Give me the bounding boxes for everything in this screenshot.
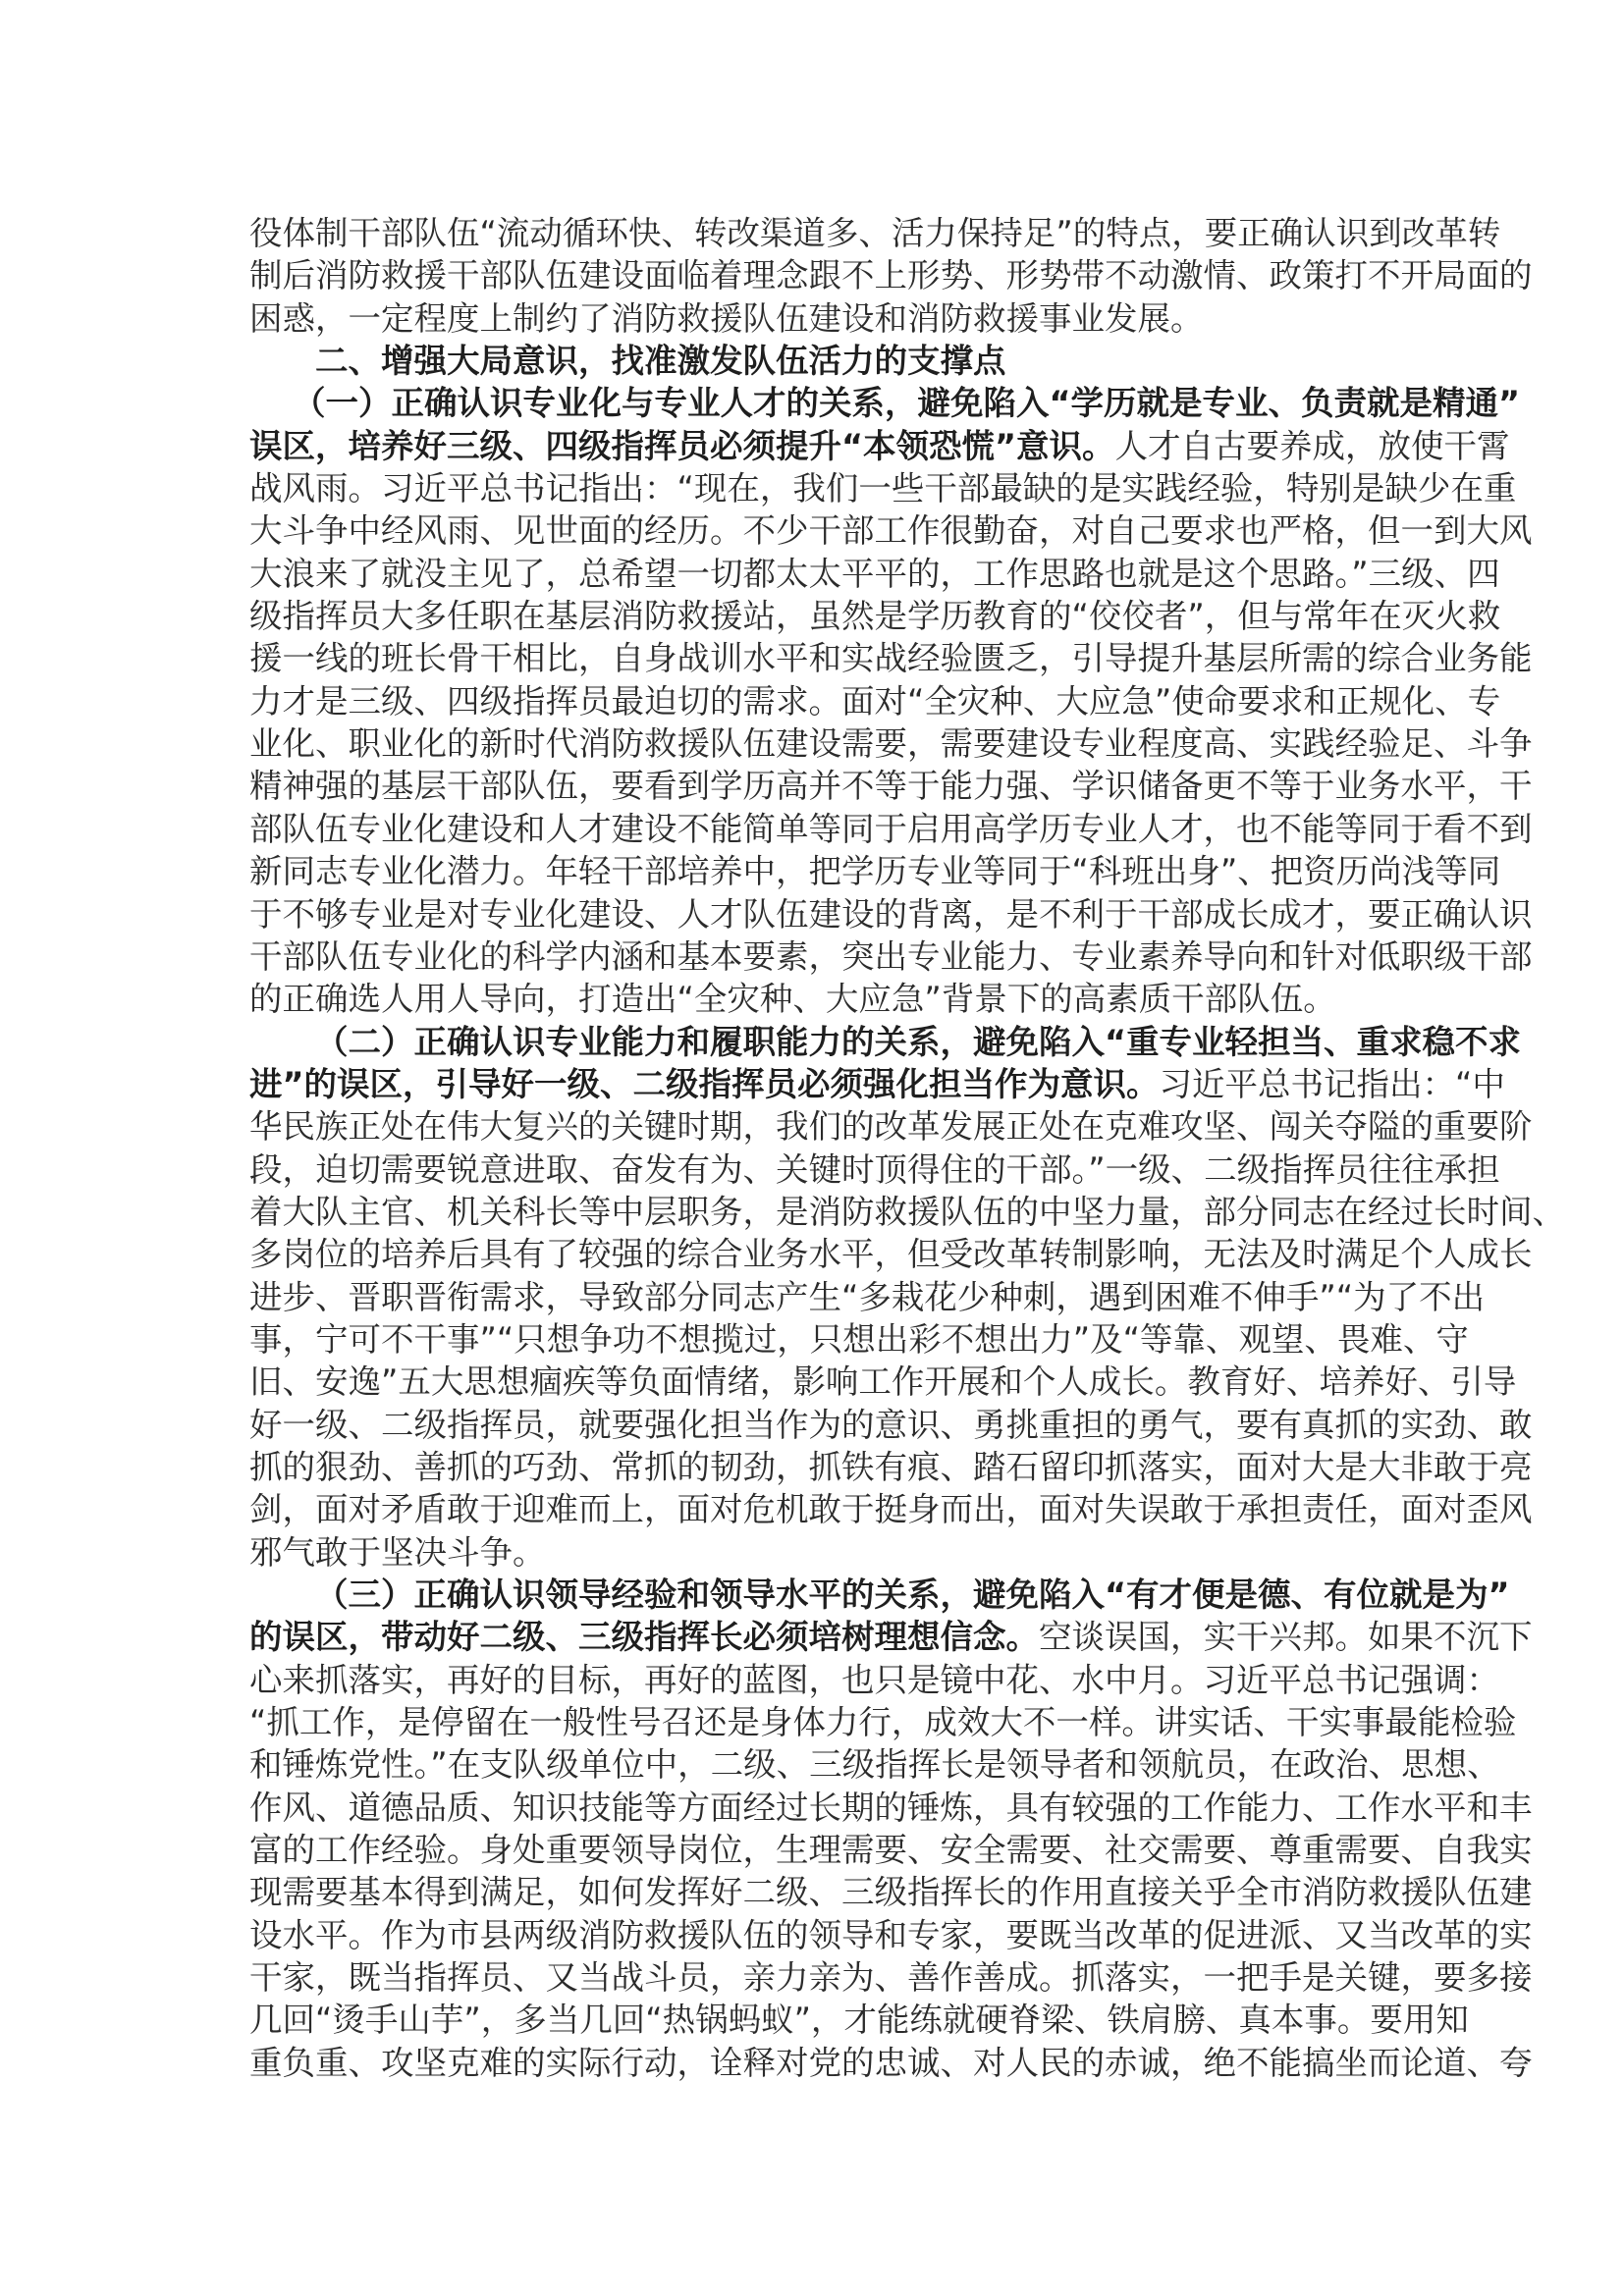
bold-lead-text: （二）正确认识专业能力和履职能力的关系，避免陷入“重专业轻担当、重求稳不求 xyxy=(315,1022,1522,1061)
text-line xyxy=(249,1191,1565,1233)
bold-lead-text: 的误区，带动好二级、三级指挥长必须培树理想信念。 xyxy=(249,1618,1039,1657)
body-text: 战风雨。习近平总书记指出：“现在，我们一些干部最缺的是实践经验，特别是缺少在重 xyxy=(249,469,1517,508)
text-line xyxy=(249,297,1380,340)
text-line xyxy=(249,1276,1486,1318)
paragraph xyxy=(249,1574,1533,2084)
text-line xyxy=(249,893,1533,935)
body-text: 重负重、攻坚克难的实际行动，诠释对党的忠诚、对人民的赤诚，绝不能搞坐而论道、夸 xyxy=(249,2043,1533,2082)
text-line xyxy=(249,935,1533,978)
body-text: 业化、职业化的新时代消防救援队伍建设需要，需要建设专业程度高、实践经验足、斗争 xyxy=(249,724,1533,764)
body-text: 段，迫切需要锐意进取、奋发有为、关键时顶得住的干部。”一级、二级指挥员往往承担 xyxy=(249,1149,1500,1189)
body-text: 大浪来了就没主见了，总希望一切都太太平平的，工作思路也就是这个思路。”三级、四 xyxy=(249,554,1500,593)
text-line xyxy=(249,1956,1533,1999)
text-line xyxy=(249,1233,1533,1275)
body-text: 进步、晋职晋衔需求，导致部分同志产生“多栽花少种刺，遇到困难不伸手”“为了不出 xyxy=(249,1277,1486,1316)
body-text: “抓工作，是停留在一般性号召还是身体力行，成效大不一样。讲实话、干实事最能检验 xyxy=(249,1703,1517,1742)
body-text: 几回“烫手山芋”，多当几回“热锅蚂蚁”，才能练就硬脊梁、铁肩膀、真本事。要用知 xyxy=(249,2001,1469,2040)
text-line xyxy=(249,722,1533,765)
text-line xyxy=(249,1616,1533,1658)
body-text: 级指挥员大多任职在基层消防救援站，虽然是学历教育的“佼佼者”，但与常年在灭火救 xyxy=(249,597,1501,636)
body-text: 事，宁可不干事”“只想争功不想揽过，只想出彩不想出力”及“等靠、观望、畏难、守 xyxy=(249,1319,1469,1359)
body-text: 邪气敢于坚决斗争。 xyxy=(249,1532,546,1572)
text-line xyxy=(249,595,1501,637)
body-text: 好一级、二级指挥员，就要强化担当作为的意识、勇挑重担的勇气，要有真抓的实劲、敢 xyxy=(249,1405,1533,1444)
text-line xyxy=(249,1999,1469,2041)
paragraph xyxy=(249,382,1533,1020)
text-line xyxy=(249,2042,1533,2084)
text-line xyxy=(249,382,1521,424)
text-line xyxy=(249,1063,1505,1105)
text-line xyxy=(249,1829,1533,1871)
body-text: 的正确选人用人导向，打造出“全灾种、大应急”背景下的高素质干部队伍。 xyxy=(249,980,1336,1019)
body-text: 精神强的基层干部队伍，要看到学历高并不等于能力强、学识储备更不等于业务水平，干 xyxy=(249,767,1533,806)
body-text: 干家，既当指挥员、又当战斗员，亲力亲为、善作善成。抓落实，一把手是关键，要多接 xyxy=(249,1958,1533,1998)
document-body xyxy=(249,212,1565,2084)
text-line xyxy=(249,1659,1499,1701)
body-text: 力才是三级、四级指挥员最迫切的需求。面对“全灾种、大应急”使命要求和正规化、专 xyxy=(249,681,1501,721)
text-line xyxy=(249,680,1501,722)
text-line xyxy=(249,1446,1533,1488)
body-text: 设水平。作为市县两级消防救援队伍的领导和专家，要既当改革的促进派、又当改革的实 xyxy=(249,1915,1533,1954)
text-line xyxy=(249,1743,1500,1786)
body-text: 人才自古要养成，放使干霄 xyxy=(1114,426,1510,465)
text-line xyxy=(249,637,1533,679)
body-text: 新同志专业化潜力。年轻干部培养中，把学历专业等同于“科班出身”、把资历尚浅等同 xyxy=(249,852,1501,891)
text-line xyxy=(249,254,1533,296)
body-text: 习近平总书记指出：“中 xyxy=(1159,1064,1505,1103)
body-text: 困惑，一定程度上制约了消防救援队伍建设和消防救援事业发展。 xyxy=(249,298,1204,338)
text-line xyxy=(249,425,1510,467)
text-line xyxy=(249,1787,1533,1829)
body-text: 心来抓落实，再好的目标，再好的蓝图，也只是镜中花、水中月。习近平总书记强调： xyxy=(249,1660,1499,1699)
text-line xyxy=(249,467,1517,509)
body-text: 剑，面对矛盾敢于迎难而上，面对危机敢于挺身而出，面对失误敢于承担责任，面对歪风 xyxy=(249,1490,1533,1529)
text-line xyxy=(249,1361,1517,1403)
body-text: 援一线的班长骨干相比，自身战训水平和实战经验匮乏，引导提升基层所需的综合业务能 xyxy=(249,639,1533,678)
text-line xyxy=(249,850,1501,892)
text-line xyxy=(249,1105,1533,1148)
body-text: 现需要基本得到满足，如何发挥好二级、三级指挥长的作用直接关乎全市消防救援队伍建 xyxy=(249,1873,1533,1912)
text-line xyxy=(249,509,1533,552)
body-text: 旧、安逸”五大思想痼疾等负面情绪，影响工作开展和个人成长。教育好、培养好、引导 xyxy=(249,1362,1517,1402)
text-line xyxy=(249,765,1533,807)
body-text: 干部队伍专业化的科学内涵和基本要素，突出专业能力、专业素养导向和针对低职级干部 xyxy=(249,936,1533,976)
text-line xyxy=(249,1701,1517,1743)
body-text: 和锤炼党性。”在支队级单位中，二级、三级指挥长是领导者和领航员，在政治、思想、 xyxy=(249,1745,1500,1785)
text-line xyxy=(249,1914,1533,1956)
body-text: 制后消防救援干部队伍建设面临着理念跟不上形势、形势带不动激情、政策打不开局面的 xyxy=(249,256,1533,295)
bold-lead-text: （一）正确认识专业化与专业人才的关系，避免陷入“学历就是专业、负责就是精通” xyxy=(293,384,1521,423)
body-text: 部队伍专业化建设和人才建设不能简单等同于启用高学历专业人才，也不能等同于看不到 xyxy=(249,809,1533,848)
text-line xyxy=(249,1021,1522,1063)
text-line xyxy=(249,1574,1510,1616)
text-line xyxy=(249,1871,1533,1913)
text-line xyxy=(249,340,1380,382)
text-line xyxy=(249,553,1500,595)
body-text: 作风、道德品质、知识技能等方面经过长期的锤炼，具有较强的工作能力、工作水平和丰 xyxy=(249,1788,1533,1827)
text-line xyxy=(249,808,1533,850)
text-line xyxy=(249,212,1501,254)
paragraph xyxy=(249,1021,1565,1574)
body-text: 抓的狠劲、善抓的巧劲、常抓的韧劲，抓铁有痕、踏石留印抓落实，面对大是大非敢于亮 xyxy=(249,1447,1533,1486)
body-text: 着大队主官、机关科长等中层职务，是消防救援队伍的中坚力量，部分同志在经过长时间、 xyxy=(249,1192,1565,1231)
body-text: 空谈误国，实干兴邦。如果不沉下 xyxy=(1039,1618,1533,1657)
text-line xyxy=(249,978,1380,1020)
bold-lead-text: 进”的误区，引导好一级、二级指挥员必须强化担当作为意识。 xyxy=(249,1064,1160,1103)
body-text: 大斗争中经风雨、见世面的经历。不少干部工作很勤奋，对自己要求也严格，但一到大风 xyxy=(249,511,1533,551)
paragraph xyxy=(249,212,1533,340)
bold-lead-text: （三）正确认识领导经验和领导水平的关系，避免陷入“有才便是德、有位就是为” xyxy=(315,1575,1510,1614)
text-line xyxy=(249,1404,1533,1446)
body-text: 役体制干部队伍“流动循环快、转改渠道多、活力保持足”的特点，要正确认识到改革转 xyxy=(249,214,1501,252)
bold-lead-text: 二、增强大局意识，找准激发队伍活力的支撑点 xyxy=(315,342,1006,381)
text-line xyxy=(249,1488,1533,1530)
text-line xyxy=(249,1148,1500,1191)
text-line xyxy=(249,1531,1380,1574)
text-line xyxy=(249,1318,1469,1361)
bold-lead-text: 误区，培养好三级、四级指挥员必须提升“本领恐慌”意识。 xyxy=(249,426,1115,465)
section-heading xyxy=(249,340,1380,382)
body-text: 多岗位的培养后具有了较强的综合业务水平，但受改革转制影响，无法及时满足个人成长 xyxy=(249,1235,1533,1274)
body-text: 富的工作经验。身处重要领导岗位，生理需要、安全需要、社交需要、尊重需要、自我实 xyxy=(249,1831,1533,1870)
body-text: 于不够专业是对专业化建设、人才队伍建设的背离，是不利于干部成长成才，要正确认识 xyxy=(249,894,1533,934)
body-text: 华民族正处在伟大复兴的关键时期，我们的改革发展正处在克难攻坚、闯关夺隘的重要阶 xyxy=(249,1107,1533,1147)
